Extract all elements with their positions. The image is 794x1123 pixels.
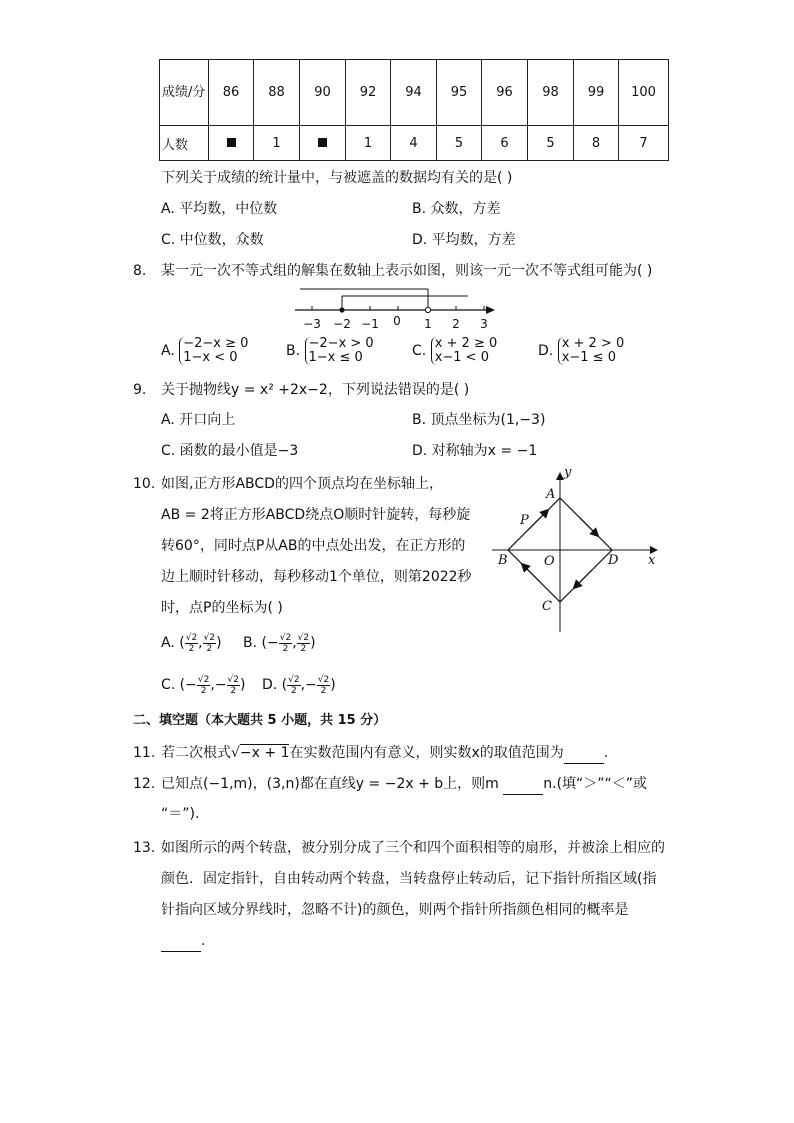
q8-stem: 某一元一次不等式组的解集在数轴上表示如图，则该一元一次不等式组可能为( ) <box>161 263 653 279</box>
q9-option-a: A. 开口向上 <box>161 412 236 428</box>
fraction <box>203 633 216 654</box>
sqrt-icon: √ <box>231 745 240 761</box>
option-label: A. <box>161 343 175 359</box>
sign: − <box>214 677 227 693</box>
table-cell: 95 <box>437 60 482 126</box>
label-d: D <box>608 553 619 568</box>
table-row-scores <box>160 60 669 126</box>
answer-blank[interactable] <box>503 774 543 795</box>
mask-block <box>318 138 327 147</box>
answer-blank[interactable] <box>564 743 604 764</box>
section-heading: 二、填空题（本大题共 5 小题，共 15 分） <box>133 713 387 728</box>
label-x: x <box>648 553 656 568</box>
label-c: C <box>542 599 552 614</box>
table-cell: 88 <box>254 60 300 126</box>
table-cell: 92 <box>346 60 391 126</box>
inequality: −2−x ≥ 0 <box>183 336 249 351</box>
table-cell: 100 <box>619 60 669 126</box>
option-label: B. <box>243 635 258 651</box>
direction-arrow-icon <box>528 512 546 530</box>
text-segment: n.(填“＞”“＜”或 <box>543 776 648 792</box>
q8-option-b <box>286 336 374 366</box>
q13-answer <box>161 931 205 952</box>
fraction <box>287 675 300 696</box>
denominator: 2 <box>320 685 327 696</box>
table-header-score: 成绩/分 <box>160 60 209 126</box>
table-cell-masked <box>209 126 254 161</box>
q10-line: AB = 2将正方形ABCD绕点O顺时针旋转，每秒旋 <box>161 507 471 523</box>
mask-block <box>227 138 236 147</box>
q10-number: 10. <box>133 476 156 492</box>
text-segment: 在实数范围内有意义，则实数x的取值范围为 <box>289 745 564 761</box>
table-cell: 8 <box>574 126 619 161</box>
sign: − <box>185 677 197 693</box>
denominator: 2 <box>230 685 237 696</box>
inequality: −2−x > 0 <box>308 336 374 351</box>
fraction <box>279 633 292 654</box>
q13-line: 如图所示的两个转盘，被分别分成了三个和四个面积相等的扇形，并被涂上相应的 <box>161 840 665 856</box>
table-cell: 98 <box>528 60 574 126</box>
inequality: 1−x ≤ 0 <box>308 350 363 365</box>
axis-label: 2 <box>452 317 460 331</box>
fraction <box>297 633 310 654</box>
table-cell: 6 <box>482 126 528 161</box>
table-cell: 5 <box>528 126 574 161</box>
numerator: √2 <box>288 674 300 685</box>
radicand: −x + 1 <box>239 745 290 761</box>
q13-line: 颜色．固定指针，自由转动两个转盘，当转盘停止转动后，记下指针所指区域(指 <box>161 871 657 887</box>
table-cell: 1 <box>254 126 300 161</box>
numerator: √2 <box>279 632 292 643</box>
fraction <box>227 675 240 696</box>
table-cell: 4 <box>391 126 437 161</box>
sign: − <box>266 635 279 651</box>
q7-option-b: B. 众数，方差 <box>412 201 501 217</box>
q8-number: 8. <box>133 263 147 279</box>
numerator: √2 <box>185 632 198 643</box>
q7-option-d: D. 平均数，方差 <box>412 232 516 248</box>
q10-line: 转60°，同时点P从AB的中点处出发，在正方形的 <box>161 538 466 554</box>
label-p: P <box>520 513 529 528</box>
direction-arrow-icon <box>576 570 592 586</box>
denominator: 2 <box>291 685 297 696</box>
q10-option-b: B. (− $\frac{√2}{2}$ , $\frac{√2}{2}$ ) <box>243 632 316 654</box>
table-cell: 96 <box>482 60 528 126</box>
numerator: √2 <box>197 674 210 685</box>
denominator: 2 <box>300 643 307 654</box>
table-cell: 90 <box>300 60 346 126</box>
q12-number: 12. <box>133 776 156 792</box>
option-label: A. <box>161 635 175 651</box>
text-segment: 已知点(−1,m)，(3,n)都在直线y = −2x + b上，则m <box>161 776 499 792</box>
label-a: A <box>546 487 556 502</box>
option-label: B. <box>286 343 301 359</box>
q9-option-b: B. 顶点坐标为(1,−3) <box>412 412 546 428</box>
q13-line: 针指向区域分界线时，忽略不计)的颜色，则两个指针所指颜色相同的概率是 <box>161 902 629 918</box>
text-segment: 若二次根式 <box>161 745 231 761</box>
q9-stem: 关于抛物线y = x² +2x−2，下列说法错误的是( ) <box>161 382 470 398</box>
numerator: √2 <box>227 674 240 685</box>
q10-option-a: A. ( $\frac{√2}{2}$ , $\frac{√2}{2}$ ) <box>161 632 222 654</box>
inequality: x + 2 ≥ 0 <box>434 336 498 351</box>
square-rotation-figure <box>488 464 668 634</box>
q9-option-d: D. 对称轴为x = −1 <box>412 443 538 459</box>
label-y: y <box>564 465 572 480</box>
option-label: D. <box>538 343 554 359</box>
table-cell: 86 <box>209 60 254 126</box>
q10-line: 边上顺时针移动，每秒移动1个单位，则第2022秒 <box>161 569 472 585</box>
q12-line: “＝”). <box>161 806 200 822</box>
numerator: √2 <box>317 674 330 685</box>
table-header-count: 人数 <box>160 126 209 161</box>
hollow-point <box>425 307 430 312</box>
axis-arrow-icon <box>486 306 495 314</box>
q10-option-c: C. (− $\frac{√2}{2}$ ,− $\frac{√2}{2}$ ) <box>161 674 246 696</box>
q10-option-d: D. ( $\frac{√2}{2}$ ,− $\frac{√2}{2}$ ) <box>262 674 336 696</box>
q10-line: 时，点P的坐标为( ) <box>161 600 283 616</box>
table-cell: 5 <box>437 126 482 161</box>
inequality: x−1 < 0 <box>434 350 489 365</box>
q13-number: 13. <box>133 840 156 856</box>
number-line-figure <box>290 286 500 334</box>
axis-label: 0 <box>393 314 401 328</box>
fraction <box>317 675 330 696</box>
numerator: √2 <box>297 632 310 643</box>
table-cell: 1 <box>346 126 391 161</box>
table-cell-masked <box>300 126 346 161</box>
sign: − <box>305 677 317 693</box>
y-axis-arrow-icon <box>556 472 564 480</box>
axis-label: −3 <box>303 317 321 331</box>
axis-label: −1 <box>361 317 379 331</box>
q12-line <box>161 774 647 795</box>
answer-blank[interactable] <box>161 931 201 952</box>
denominator: 2 <box>188 643 195 654</box>
option-label: C. <box>412 343 427 359</box>
table-cell: 94 <box>391 60 437 126</box>
q9-number: 9. <box>133 382 147 398</box>
axis-label: −2 <box>333 317 351 331</box>
inequality-system <box>431 337 498 365</box>
q11-number: 11. <box>133 745 156 761</box>
direction-arrow-icon <box>580 518 596 534</box>
inequality-system <box>558 337 625 365</box>
q8-option-d <box>538 336 624 366</box>
q10-line: 如图,正方形ABCD的四个顶点均在坐标轴上， <box>161 476 443 492</box>
inequality: x + 2 > 0 <box>561 336 625 351</box>
inequality: 1−x < 0 <box>183 350 238 365</box>
q8-option-c <box>412 336 497 366</box>
option-label: C. <box>161 677 176 693</box>
table-row-counts <box>160 126 669 161</box>
inequality-system <box>305 337 374 365</box>
label-o: O <box>544 554 555 569</box>
fraction <box>185 633 198 654</box>
fraction <box>197 675 210 696</box>
denominator: 2 <box>200 685 207 696</box>
inequality: x−1 ≤ 0 <box>561 350 616 365</box>
q8-option-a <box>161 336 248 366</box>
denominator: 2 <box>206 643 213 654</box>
q9-option-c: C. 函数的最小值是−3 <box>161 443 299 459</box>
solid-point <box>339 307 344 312</box>
q11-text <box>161 743 608 764</box>
q7-stem: 下列关于成绩的统计量中，与被遮盖的数据均有关的是( ) <box>161 170 513 186</box>
axis-label: 3 <box>480 317 488 331</box>
option-label: D. <box>262 677 278 693</box>
direction-arrow-icon <box>524 566 540 582</box>
q7-option-a: A. 平均数，中位数 <box>161 201 278 217</box>
axis-ticks <box>312 306 484 310</box>
numerator: √2 <box>203 632 216 643</box>
table-cell: 7 <box>619 126 669 161</box>
text-segment: . <box>603 745 609 761</box>
text-segment: . <box>201 933 206 949</box>
q7-option-c: C. 中位数，众数 <box>161 232 264 248</box>
table-cell: 99 <box>574 60 619 126</box>
inequality-system <box>179 337 248 365</box>
score-table <box>159 59 669 161</box>
denominator: 2 <box>282 643 289 654</box>
axis-label: 1 <box>424 317 432 331</box>
label-b: B <box>498 553 508 568</box>
